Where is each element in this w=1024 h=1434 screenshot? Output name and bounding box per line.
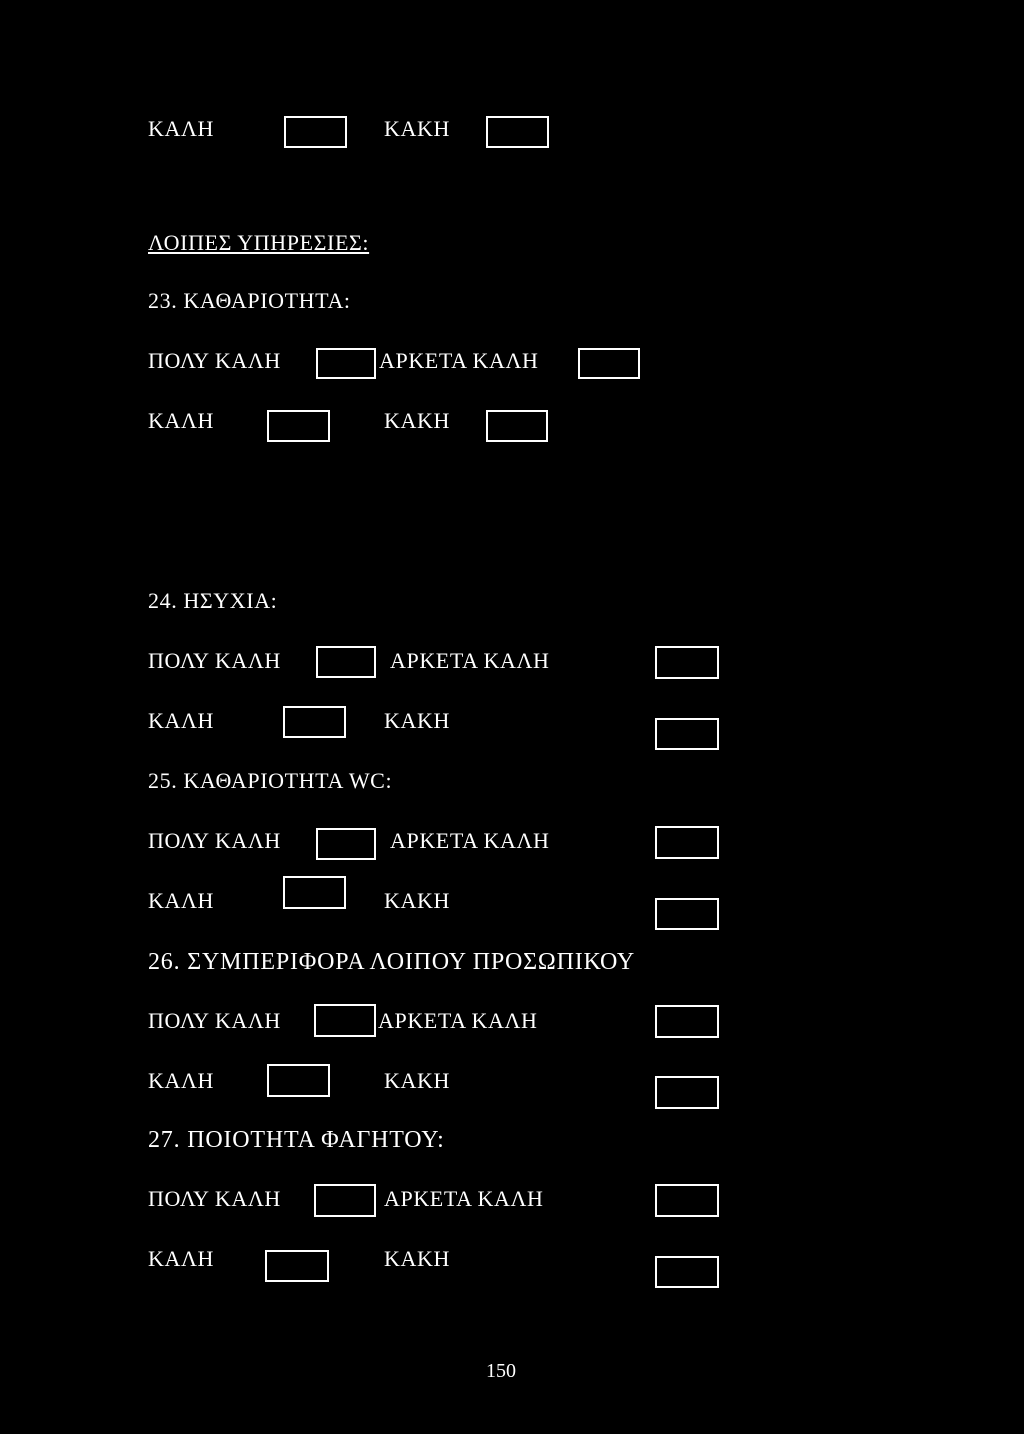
checkbox-kali[interactable] bbox=[284, 116, 347, 148]
question-25-title: 25. ΚΑΘΑΡΙΟΤΗΤΑ WC: bbox=[148, 768, 393, 793]
question-24-title: 24. ΗΣΥΧΙΑ: bbox=[148, 588, 278, 613]
q23-label-kaki: ΚΑΚΗ bbox=[384, 408, 450, 433]
section-title: ΛΟΙΠΕΣ ΥΠΗΡΕΣΙΕΣ: bbox=[148, 230, 370, 255]
q24-label-poly-kali: ΠΟΛΥ ΚΑΛΗ bbox=[148, 648, 281, 673]
q27-label-arketa-kali: ΑΡΚΕΤΑ ΚΑΛΗ bbox=[384, 1186, 544, 1211]
q26-checkbox-poly-kali[interactable] bbox=[314, 1004, 376, 1037]
q23-label-kali: ΚΑΛΗ bbox=[148, 408, 215, 433]
q24-checkbox-kali[interactable] bbox=[283, 706, 346, 738]
q24-label-arketa-kali: ΑΡΚΕΤΑ ΚΑΛΗ bbox=[390, 648, 550, 673]
q25-label-kali: ΚΑΛΗ bbox=[148, 888, 215, 913]
option-label-kali: ΚΑΛΗ bbox=[148, 116, 215, 141]
q23-label-poly-kali: ΠΟΛΥ ΚΑΛΗ bbox=[148, 348, 281, 373]
checkbox-kaki[interactable] bbox=[486, 116, 549, 148]
page-number: 150 bbox=[486, 1360, 516, 1382]
q24-label-kaki: ΚΑΚΗ bbox=[384, 708, 450, 733]
question-27-title: 27. ΠΟΙΟΤΗΤΑ ΦΑΓΗΤΟΥ: bbox=[148, 1127, 445, 1153]
q27-label-kaki: ΚΑΚΗ bbox=[384, 1246, 450, 1271]
q26-checkbox-kali[interactable] bbox=[267, 1064, 330, 1097]
q26-label-kaki: ΚΑΚΗ bbox=[384, 1068, 450, 1093]
q23-label-arketa-kali: ΑΡΚΕΤΑ ΚΑΛΗ bbox=[379, 348, 539, 373]
q25-checkbox-poly-kali[interactable] bbox=[316, 828, 376, 860]
question-23-title: 23. ΚΑΘΑΡΙΟΤΗΤΑ: bbox=[148, 288, 351, 313]
q27-checkbox-arketa-kali[interactable] bbox=[655, 1184, 719, 1217]
q26-label-arketa-kali: ΑΡΚΕΤΑ ΚΑΛΗ bbox=[378, 1008, 538, 1033]
q25-label-arketa-kali: ΑΡΚΕΤΑ ΚΑΛΗ bbox=[390, 828, 550, 853]
q25-label-kaki: ΚΑΚΗ bbox=[384, 888, 450, 913]
q26-checkbox-kaki[interactable] bbox=[655, 1076, 719, 1109]
q24-checkbox-poly-kali[interactable] bbox=[316, 646, 376, 678]
question-26-title: 26. ΣΥΜΠΕΡΙΦΟΡΑ ΛΟΙΠΟΥ ΠΡΟΣΩΠΙΚΟΥ bbox=[148, 949, 636, 975]
q26-checkbox-arketa-kali[interactable] bbox=[655, 1005, 719, 1038]
q26-label-poly-kali: ΠΟΛΥ ΚΑΛΗ bbox=[148, 1008, 281, 1033]
q27-checkbox-kaki[interactable] bbox=[655, 1256, 719, 1288]
q23-checkbox-poly-kali[interactable] bbox=[316, 348, 376, 379]
q25-label-poly-kali: ΠΟΛΥ ΚΑΛΗ bbox=[148, 828, 281, 853]
q27-checkbox-poly-kali[interactable] bbox=[314, 1184, 376, 1217]
q24-label-kali: ΚΑΛΗ bbox=[148, 708, 215, 733]
q23-checkbox-arketa-kali[interactable] bbox=[578, 348, 640, 379]
q26-label-kali: ΚΑΛΗ bbox=[148, 1068, 215, 1093]
q24-checkbox-arketa-kali[interactable] bbox=[655, 646, 719, 679]
q27-checkbox-kali[interactable] bbox=[265, 1250, 329, 1282]
q25-checkbox-kaki[interactable] bbox=[655, 898, 719, 930]
q27-label-poly-kali: ΠΟΛΥ ΚΑΛΗ bbox=[148, 1186, 281, 1211]
q25-checkbox-kali[interactable] bbox=[283, 876, 346, 909]
q27-label-kali: ΚΑΛΗ bbox=[148, 1246, 215, 1271]
q25-checkbox-arketa-kali[interactable] bbox=[655, 826, 719, 859]
q23-checkbox-kaki[interactable] bbox=[486, 410, 548, 442]
q24-checkbox-kaki[interactable] bbox=[655, 718, 719, 750]
q23-checkbox-kali[interactable] bbox=[267, 410, 330, 442]
option-label-kaki: ΚΑΚΗ bbox=[384, 116, 450, 141]
